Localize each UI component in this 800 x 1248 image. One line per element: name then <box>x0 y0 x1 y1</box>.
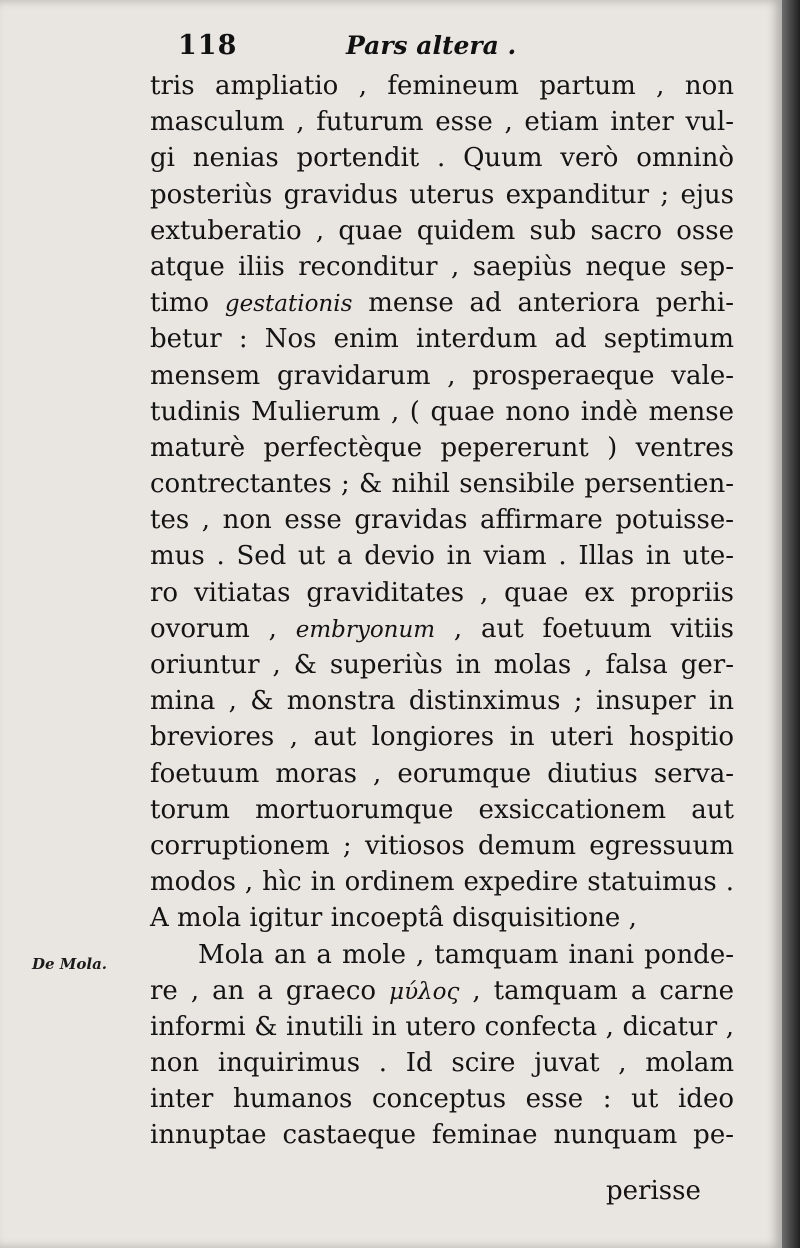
text-line: oriuntur , & superiùs in molas , falsa ger- <box>150 650 734 680</box>
text-line: tris ampliatio , femineum partum , non <box>150 71 734 101</box>
text-line: contrectantes ; & nihil sensibile persentien- <box>150 469 734 500</box>
text-line: innuptae castaeque feminae nunquam pe- <box>150 1120 734 1151</box>
text-line: non inquirimus . Id scire juvat , molam <box>150 1048 734 1079</box>
margin-note: De Mola. <box>32 955 108 973</box>
text-line: mensem gravidarum , prosperaeque vale- <box>150 360 734 391</box>
text-line: maturè perfectèque pepererunt ) ventres <box>150 432 734 463</box>
text-line: posteriùs gravidus uterus expanditur ; ejus <box>150 179 734 210</box>
text-line: informi & inutili in utero confecta , dicatur , <box>150 1011 734 1042</box>
text-line: A mola igitur incoeptâ disquisitione , <box>150 903 637 934</box>
text-line: modos , hìc in ordinem expedire statuimus . <box>150 867 734 898</box>
text-line: atque iliis reconditur , saepiùs neque sep- <box>150 251 734 282</box>
text-line: ro vitiatas graviditates , quae ex propriis <box>150 577 734 608</box>
text-line: foetuum moras , eorumque diutius serva- <box>150 758 734 789</box>
page-number: 118 <box>178 30 238 61</box>
text-line: torum mortuorumque exsiccationem aut <box>150 794 734 825</box>
text-line: Mola an a mole , tamquam inani ponde- <box>198 939 734 970</box>
page-edge-shadow <box>782 0 800 1248</box>
text-line: gi nenias portendit . Quum verò omninò <box>150 143 734 174</box>
text-line: betur : Nos enim interdum ad septimum <box>150 324 734 355</box>
text-line: mus . Sed ut a devio in viam . Illas in ute- <box>150 541 734 572</box>
text-line: masculum , futurum esse , etiam inter vul- <box>150 107 734 138</box>
text-line: extuberatio , quae quidem sub sacro osse <box>150 215 734 246</box>
text-line: corruptionem ; vitiosos demum egressuum <box>150 830 734 861</box>
text-line: re , an a graeco μύλος , tamquam a carne <box>150 975 734 1006</box>
text-line: timo gestationis mense ad anteriora perhi- <box>150 288 735 319</box>
text-line: mina , & monstra distinximus ; insuper in <box>150 686 734 717</box>
catchword: perisse <box>606 1176 701 1206</box>
text-line: tudinis Mulierum , ( quae nono indè mense <box>150 396 734 427</box>
body-text <box>150 68 734 1154</box>
running-head: Pars altera . <box>346 31 517 60</box>
text-line: ovorum , embryonum , aut foetuum vitiis <box>150 613 734 644</box>
text-line: tes , non esse gravidas affirmare potuisse- <box>150 505 734 536</box>
page-header <box>178 30 598 64</box>
text-line: breviores , aut longiores in uteri hospitio <box>150 722 734 753</box>
text-line: inter humanos conceptus esse : ut ideo <box>150 1084 734 1115</box>
